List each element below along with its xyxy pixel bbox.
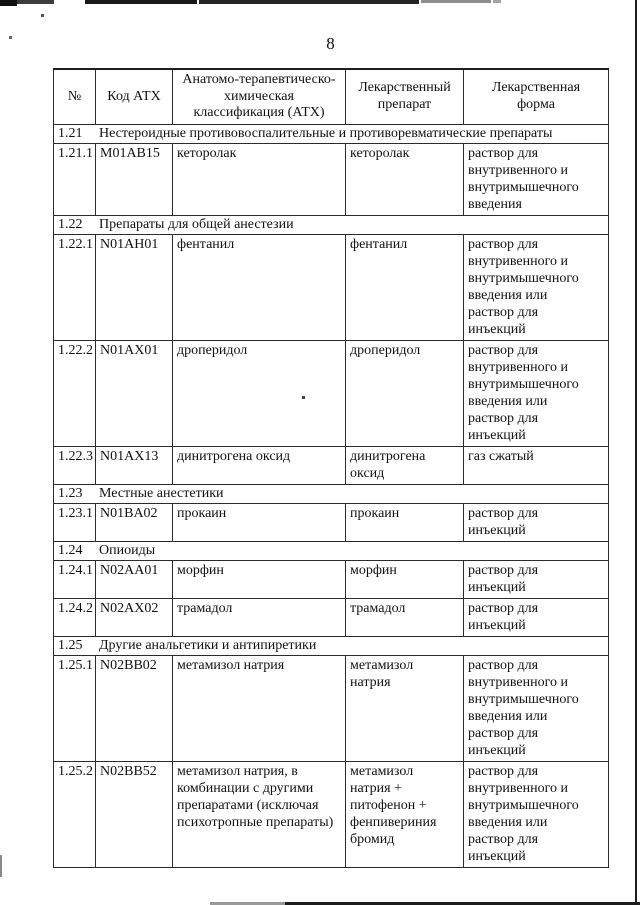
section-cell [54,636,609,655]
cell-form: раствор для инъекций [464,503,609,541]
cell-atc-code: M01AB15 [96,143,173,215]
table-row [54,598,609,636]
col-header-form [464,69,609,124]
table-row [54,143,609,215]
section-title: Препараты для общей анестезии [99,216,294,232]
cell-form: раствор для внутривенного и внутримышечного введения [464,143,609,215]
cell-atc-code: N02BB52 [96,761,173,867]
cell-classification: дроперидол [173,340,346,446]
cell-number: 1.23.1 [54,503,96,541]
table-row [54,655,609,761]
cell-number: 1.24.2 [54,598,96,636]
section-title: Другие анальгетики и антипиретики [99,637,317,653]
section-row [54,484,609,503]
scan-artifact-top-bar [421,0,491,3]
section-number: 1.22 [58,216,83,232]
section-row [54,636,609,655]
scan-artifact-right-line [635,0,637,905]
cell-atc-code: N02AA01 [96,560,173,598]
table-row [54,446,609,484]
cell-classification: морфин [173,560,346,598]
section-row [54,124,609,143]
cell-classification: кеторолак [173,143,346,215]
cell-number: 1.22.1 [54,234,96,340]
table-row [54,340,609,446]
table-row [54,503,609,541]
cell-form: раствор для инъекций [464,598,609,636]
drug-table [53,68,609,868]
col-header-atc-code [96,69,173,124]
scan-artifact-left-tick [0,855,2,877]
cell-drug: трамадол [346,598,464,636]
section-title: Нестероидные противовоспалительные и противоревматические препараты [99,125,553,141]
col-header-drug [346,69,464,124]
cell-drug: дроперидол [346,340,464,446]
section-number: 1.21 [58,125,83,141]
scan-artifact-top-bar [0,0,17,6]
cell-drug: фентанил [346,234,464,340]
cell-form: раствор для инъекций [464,560,609,598]
cell-number: 1.25.2 [54,761,96,867]
cell-number: 1.25.1 [54,655,96,761]
cell-classification: трамадол [173,598,346,636]
cell-classification: фентанил [173,234,346,340]
scan-artifact-top-bar [199,0,419,4]
col-header-classification-label: Анатомо-терапевтическо-химическая классификация (АТХ) [182,72,336,120]
cell-atc-code: N01BA02 [96,503,173,541]
cell-atc-code: N01AX01 [96,340,173,446]
col-header-drug-label: Лекарственный препарат [358,80,451,112]
section-cell [54,541,609,560]
section-number: 1.24 [58,542,83,558]
scan-artifact-top-bar [493,0,501,3]
cell-drug: морфин [346,560,464,598]
col-header-number-label: № [67,88,82,104]
page-number: 8 [326,34,335,53]
scan-artifact-speck [9,36,12,39]
table-row [54,234,609,340]
cell-atc-code: N01AH01 [96,234,173,340]
col-header-atc-code-label: Код АТХ [107,88,161,104]
cell-form: раствор для внутривенного и внутримышечного введения или раствор для инъекций [464,340,609,446]
cell-drug: метамизол натрия + питофенон + фенпивериния бромид [346,761,464,867]
table-header-row [54,69,609,124]
cell-atc-code: N01AX13 [96,446,173,484]
section-number: 1.23 [58,485,83,501]
cell-classification: прокаин [173,503,346,541]
cell-drug: прокаин [346,503,464,541]
cell-number: 1.24.1 [54,560,96,598]
table-row [54,761,609,867]
col-header-form-label: Лекарственная форма [491,80,581,112]
scan-artifact-top-bar [85,0,197,4]
cell-number: 1.22.3 [54,446,96,484]
section-cell [54,215,609,234]
section-row [54,215,609,234]
section-title: Опиоиды [99,542,156,558]
cell-drug: метамизол натрия [346,655,464,761]
cell-form: раствор для внутривенного и внутримышечного введения или раствор для инъекций [464,761,609,867]
scan-artifact-top-bar [17,0,54,4]
section-number: 1.25 [58,637,83,653]
cell-number: 1.21.1 [54,143,96,215]
cell-number: 1.22.2 [54,340,96,446]
col-header-classification [173,69,346,124]
cell-classification: динитрогена оксид [173,446,346,484]
table-row [54,560,609,598]
cell-form: газ сжатый [464,446,609,484]
cell-atc-code: N02BB02 [96,655,173,761]
cell-classification: метамизол натрия, в комбинации с другими препаратами (исключая психотропные препараты) [173,761,346,867]
cell-form: раствор для внутривенного и внутримышечного введения или раствор для инъекций [464,234,609,340]
section-title: Местные анестетики [99,485,224,501]
cell-drug: кеторолак [346,143,464,215]
cell-drug: динитрогена оксид [346,446,464,484]
section-cell [54,484,609,503]
section-row [54,541,609,560]
cell-classification: метамизол натрия [173,655,346,761]
col-header-number [54,69,96,124]
section-cell [54,124,609,143]
scan-artifact-speck [41,14,44,17]
cell-form: раствор для внутривенного и внутримышечного введения или раствор для инъекций [464,655,609,761]
cell-atc-code: N02AX02 [96,598,173,636]
